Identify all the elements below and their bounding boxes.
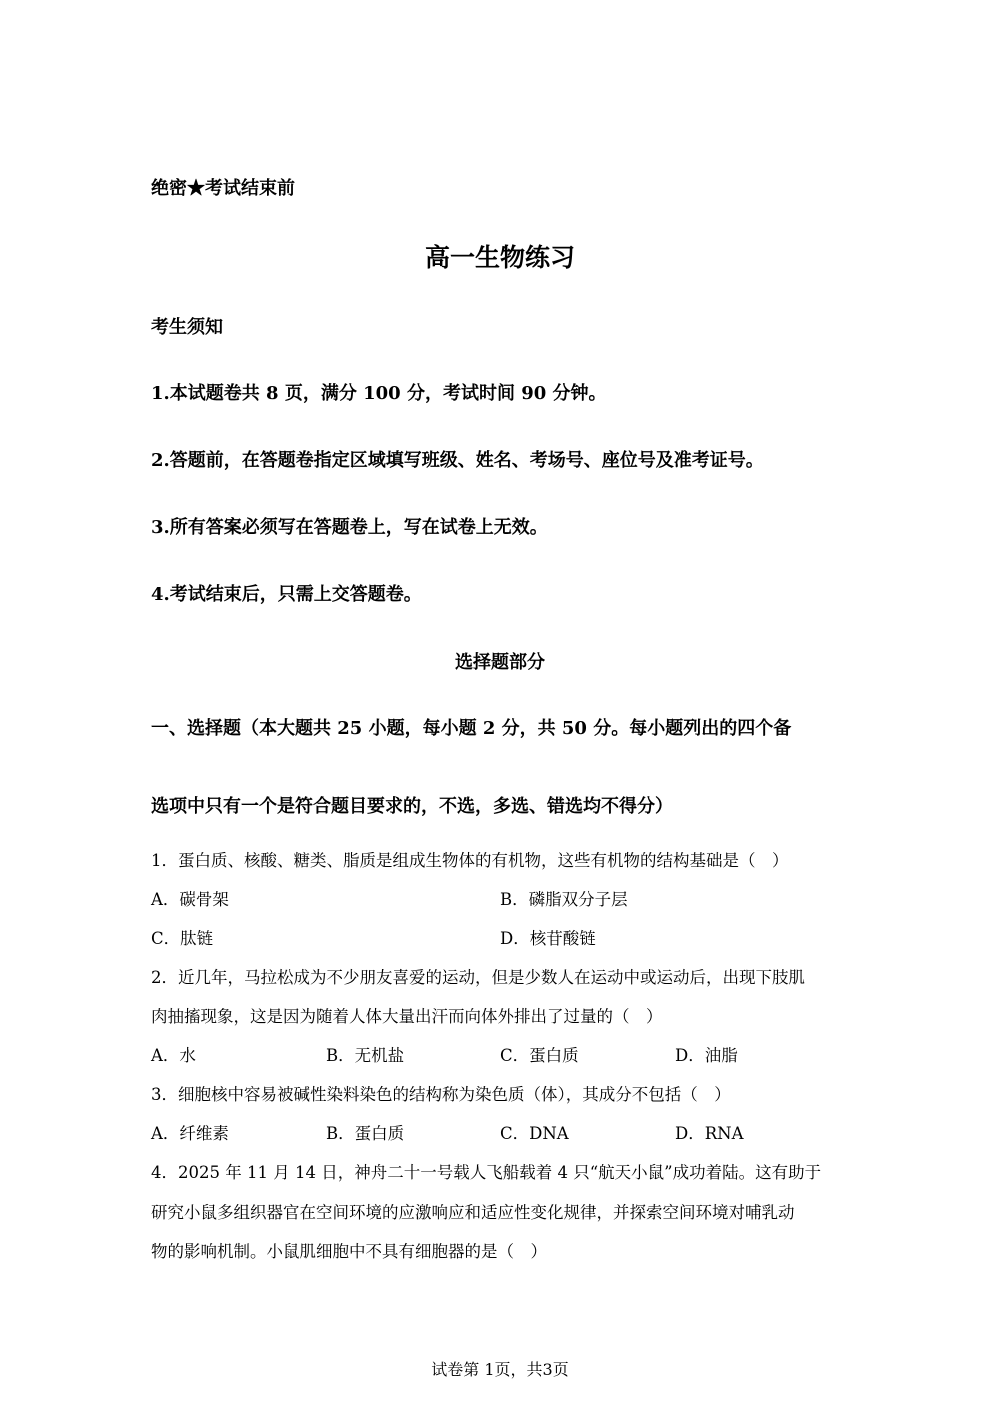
question-3-option-b: B．蛋白质 [326, 1124, 405, 1143]
question-4-text-line-1: 4．2025 年 11 月 14 日，神舟二十一号载人飞船载着 4 只“航天小鼠”成功着陆。这有助于 [151, 1163, 822, 1182]
page-footer: 试卷第 1页，共3页 [431, 1360, 569, 1379]
question-1-text: 1．蛋白质、核酸、糖类、脂质是组成生物体的有机物，这些有机物的结构基础是（ ） [151, 851, 789, 870]
question-2-option-a: A．水 [151, 1046, 196, 1065]
question-2-text-line-2: 肉抽搐现象，这是因为随着人体大量出汗而向体外排出了过量的（ ） [151, 1007, 663, 1026]
notice-item-2: 2.答题前，在答题卷指定区域填写班级、姓名、考场号、座位号及准考证号。 [151, 450, 764, 471]
question-3-option-a: A．纤维素 [151, 1124, 229, 1143]
question-4-text-line-2: 研究小鼠多组织器官在空间环境的应激响应和适应性变化规律，并探索空间环境对哺乳动 [151, 1203, 795, 1222]
question-1-option-a: A．碳骨架 [151, 890, 229, 909]
question-1-option-c: C．肽链 [151, 929, 214, 948]
notice-item-1: 1.本试题卷共 8 页，满分 100 分，考试时间 90 分钟。 [151, 383, 607, 404]
page-title: 高一生物练习 [424, 243, 575, 272]
question-2-option-d: D．油脂 [675, 1046, 738, 1065]
notice-title: 考生须知 [151, 317, 223, 338]
question-2-option-b: B．无机盐 [326, 1046, 405, 1065]
question-1-option-d: D．核苷酸链 [500, 929, 596, 948]
question-1-option-b: B．磷脂双分子层 [500, 890, 628, 909]
notice-item-3: 3.所有答案必须写在答题卷上，写在试卷上无效。 [151, 517, 548, 538]
question-4-text-line-3: 物的影响机制。小鼠肌细胞中不具有细胞器的是（ ） [151, 1242, 547, 1261]
question-3-option-c: C．DNA [500, 1124, 569, 1143]
section-instruction-line-1: 一、选择题（本大题共 25 小题，每小题 2 分，共 50 分。每小题列出的四个备 [151, 718, 792, 739]
question-3-option-d: D．RNA [675, 1124, 744, 1143]
question-2-text-line-1: 2．近几年，马拉松成为不少朋友喜爱的运动，但是少数人在运动中或运动后，出现下肢肌 [151, 968, 805, 987]
confidential-label: 绝密★考试结束前 [151, 178, 295, 199]
section-title: 选择题部分 [455, 652, 545, 673]
question-3-text: 3．细胞核中容易被碱性染料染色的结构称为染色质（体），其成分不包括（ ） [151, 1085, 731, 1104]
section-instruction-line-2: 选项中只有一个是符合题目要求的，不选，多选、错选均不得分） [151, 796, 673, 817]
notice-item-4: 4.考试结束后，只需上交答题卷。 [151, 584, 422, 605]
question-2-option-c: C．蛋白质 [500, 1046, 579, 1065]
